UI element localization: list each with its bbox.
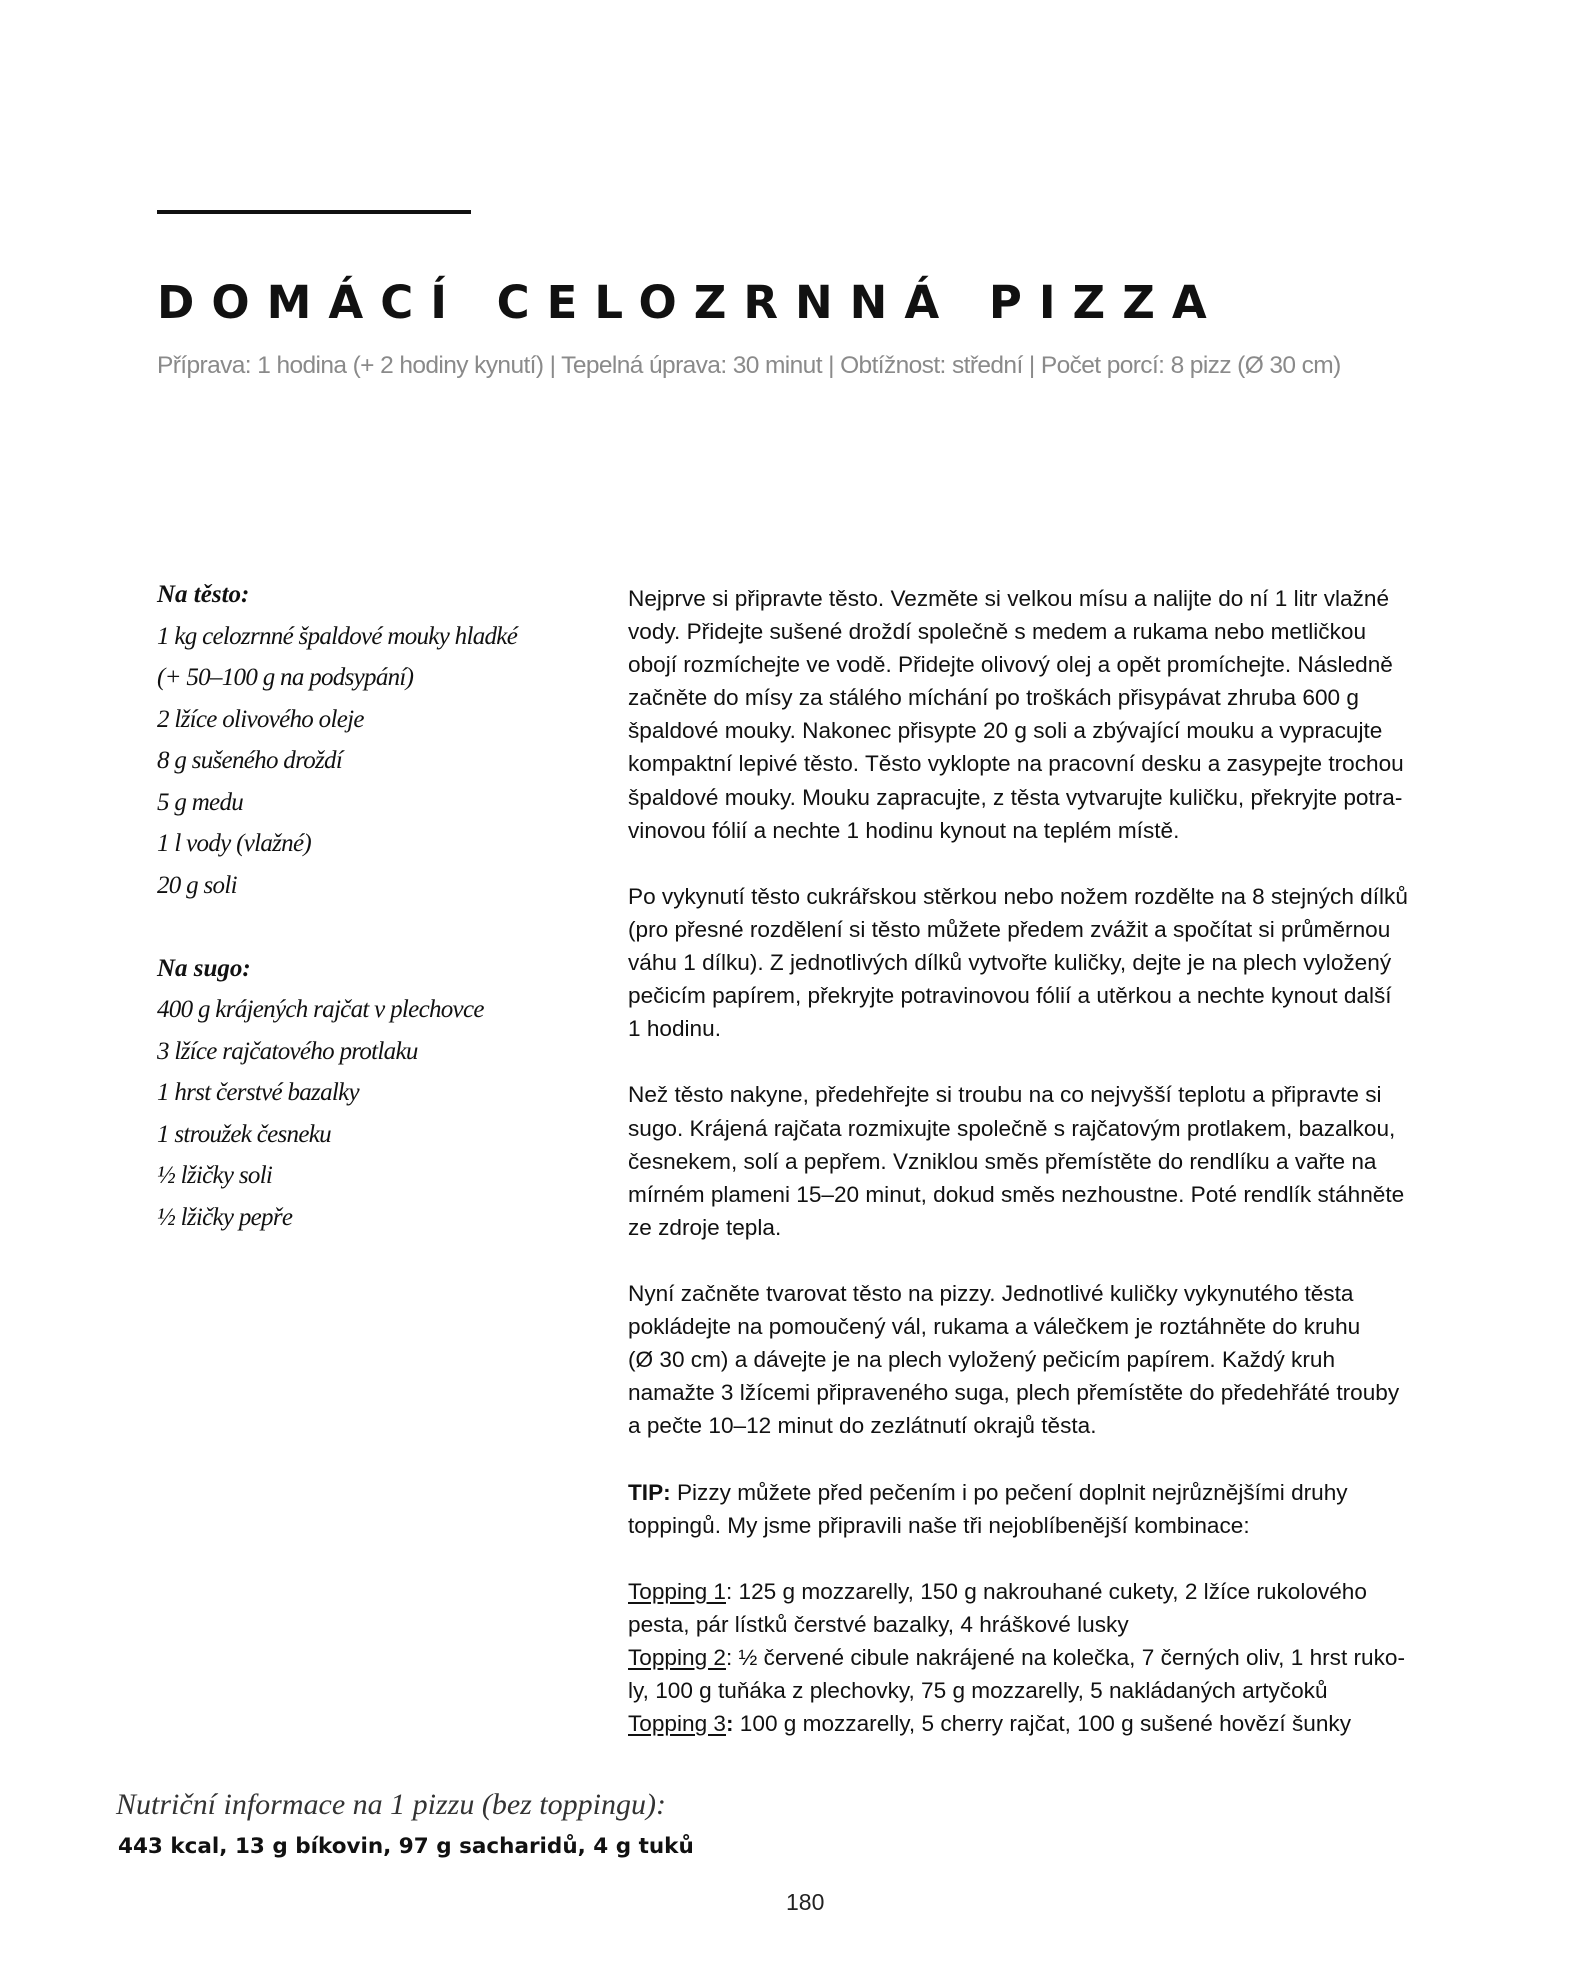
ingredients-list: [157, 574, 577, 1238]
ingredient-item: 1 l vody (vlažné): [157, 830, 312, 857]
ingredient-item: 400 g krájených rajčat v plechovce: [157, 996, 484, 1023]
instruction-paragraph: [628, 880, 1488, 1045]
instruction-paragraph: [628, 1078, 1488, 1243]
toppings: [628, 1575, 1488, 1740]
text-line: namažte 3 lžícemi připraveného suga, plech přemístěte do předehřáté trouby: [628, 1380, 1400, 1406]
ingredient-item: 5 g medu: [157, 788, 244, 816]
nutrition-title: Nutriční informace na 1 pizzu (bez toppingu):: [116, 1788, 666, 1821]
ingredient-item: (+ 50–100 g na podsypání): [157, 664, 414, 691]
text-line: váhu 1 dílku). Z jednotlivých dílků vytvořte kuličky, dejte je na plech vyložený: [628, 950, 1392, 976]
topping-1-label: Topping 1: [628, 1578, 726, 1604]
text-line: kompaktní lepivé těsto. Těsto vyklopte na pracovní desku a zasypejte trochou: [628, 751, 1404, 777]
topping-1-text: : 125 g mozzarelly, 150 g nakrouhané cukety, 2 lžíce rukolového: [726, 1578, 1367, 1604]
topping-3-text: 100 g mozzarelly, 5 cherry rajčat, 100 g sušené hovězí šunky: [733, 1711, 1351, 1737]
text-line: vinovou fólií a nechte 1 hodinu kynout na teplém místě.: [628, 817, 1180, 843]
topping-3-label: Topping 3: [628, 1711, 726, 1737]
ingredient-item: 1 hrst čerstvé bazalky: [157, 1079, 359, 1106]
ingredient-item: 2 lžíce olivového oleje: [157, 705, 364, 733]
text-line: 1 hodinu.: [628, 1016, 721, 1042]
text-line: pokládejte na pomoučený vál, rukama a válečkem je roztáhněte do kruhu: [628, 1314, 1361, 1340]
text-line: mírném plameni 15–20 minut, dokud směs nezhoustne. Poté rendlík stáhněte: [628, 1181, 1405, 1207]
text-line: začněte do mísy za stálého míchání po troškách přisypávat zhruba 600 g: [628, 685, 1359, 711]
nutrition-values: 443 kcal, 13 g bíkovin, 97 g sacharidů, 4 g tuků: [118, 1834, 694, 1859]
text-line: špaldové mouky. Mouku zapracujte, z těsta vytvarujte kuličku, překryjte potra-: [628, 784, 1403, 810]
ingredient-item: 20 g soli: [157, 871, 237, 899]
instructions: [628, 582, 1488, 1740]
text-line: sugo. Krájená rajčata rozmixujte společně s rajčatovým protlakem, bazalkou,: [628, 1115, 1396, 1141]
ingredient-item: ½ lžičky pepře: [157, 1203, 293, 1231]
text-line: česnekem, solí a pepřem. Vzniklou směs přemístěte do rendlíku a vařte na: [628, 1148, 1377, 1174]
sugo-heading: Na sugo:: [157, 954, 251, 982]
text-line: Než těsto nakyne, předehřejte si troubu na co nejvyšší teplotu a připravte si: [628, 1082, 1382, 1108]
ingredient-item: 8 g sušeného droždí: [157, 747, 343, 774]
ingredient-item: 3 lžíce rajčatového protlaku: [157, 1037, 418, 1065]
topping-3-colon: :: [726, 1711, 734, 1737]
tip-label: TIP:: [628, 1479, 671, 1505]
page-number: 180: [786, 1889, 825, 1915]
text-line: obojí rozmíchejte ve vodě. Přidejte olivový olej a opět promíchejte. Následně: [628, 652, 1393, 678]
text-line: a pečte 10–12 minut do zezlátnutí okrajů těsta.: [628, 1413, 1097, 1439]
tip-text: toppingů. My jsme připravili naše tři nejoblíbenější kombinace:: [628, 1512, 1250, 1538]
text-line: vody. Přidejte sušené droždí společně s medem a rukama nebo metličkou: [628, 619, 1367, 645]
recipe-meta: Příprava: 1 hodina (+ 2 hodiny kynutí) | Tepelná úprava: 30 minut | Obtížnost: střední | Počet porcí: 8 pizz (Ø 30 cm): [157, 352, 1341, 379]
text-line: špaldové mouky. Nakonec přisypte 20 g soli a zbývající mouku a vypracujte: [628, 718, 1383, 744]
text-line: pečicím papírem, překryjte potravinovou fólií a utěrkou a nechte kynout další: [628, 983, 1392, 1009]
text-line: Po vykynutí těsto cukrářskou stěrkou nebo nožem rozdělte na 8 stejných dílků: [628, 883, 1408, 909]
title-rule: [157, 210, 471, 214]
recipe-title: DOMÁCÍ CELOZRNNÁ PIZZA: [157, 276, 1224, 329]
ingredient-item: 1 kg celozrnné špaldové mouky hladké: [157, 622, 518, 650]
ingredient-item: ½ lžičky soli: [157, 1162, 273, 1189]
topping-2-text: : ½ červené cibule nakrájené na kolečka, 7 černých oliv, 1 hrst ruko-: [726, 1645, 1405, 1670]
topping-1-text: pesta, pár lístků čerstvé bazalky, 4 hráškové lusky: [628, 1611, 1129, 1637]
ingredient-item: 1 stroužek česneku: [157, 1120, 331, 1148]
tip-paragraph: [628, 1476, 1488, 1542]
text-line: Nejprve si připravte těsto. Vezměte si velkou mísu a nalijte do ní 1 litr vlažné: [628, 586, 1390, 611]
tip-text: Pizzy můžete před pečením i po pečení doplnit nejrůznějšími druhy: [670, 1479, 1348, 1505]
text-line: ze zdroje tepla.: [628, 1214, 782, 1240]
dough-heading: Na těsto:: [157, 581, 250, 608]
text-line: Nyní začněte tvarovat těsto na pizzy. Jednotlivé kuličky vykynutého těsta: [628, 1280, 1354, 1306]
text-line: (pro přesné rozdělení si těsto můžete předem zvážit a spočítat si průměrnou: [628, 916, 1391, 942]
text-line: (Ø 30 cm) a dávejte je na plech vyložený pečicím papírem. Každý kruh: [628, 1347, 1336, 1373]
topping-2-label: Topping 2: [628, 1645, 726, 1670]
instruction-paragraph: [628, 582, 1488, 847]
instruction-paragraph: [628, 1277, 1488, 1442]
topping-2-text: ly, 100 g tuňáka z plechovky, 75 g mozzarelly, 5 nakládaných artyčoků: [628, 1678, 1328, 1704]
